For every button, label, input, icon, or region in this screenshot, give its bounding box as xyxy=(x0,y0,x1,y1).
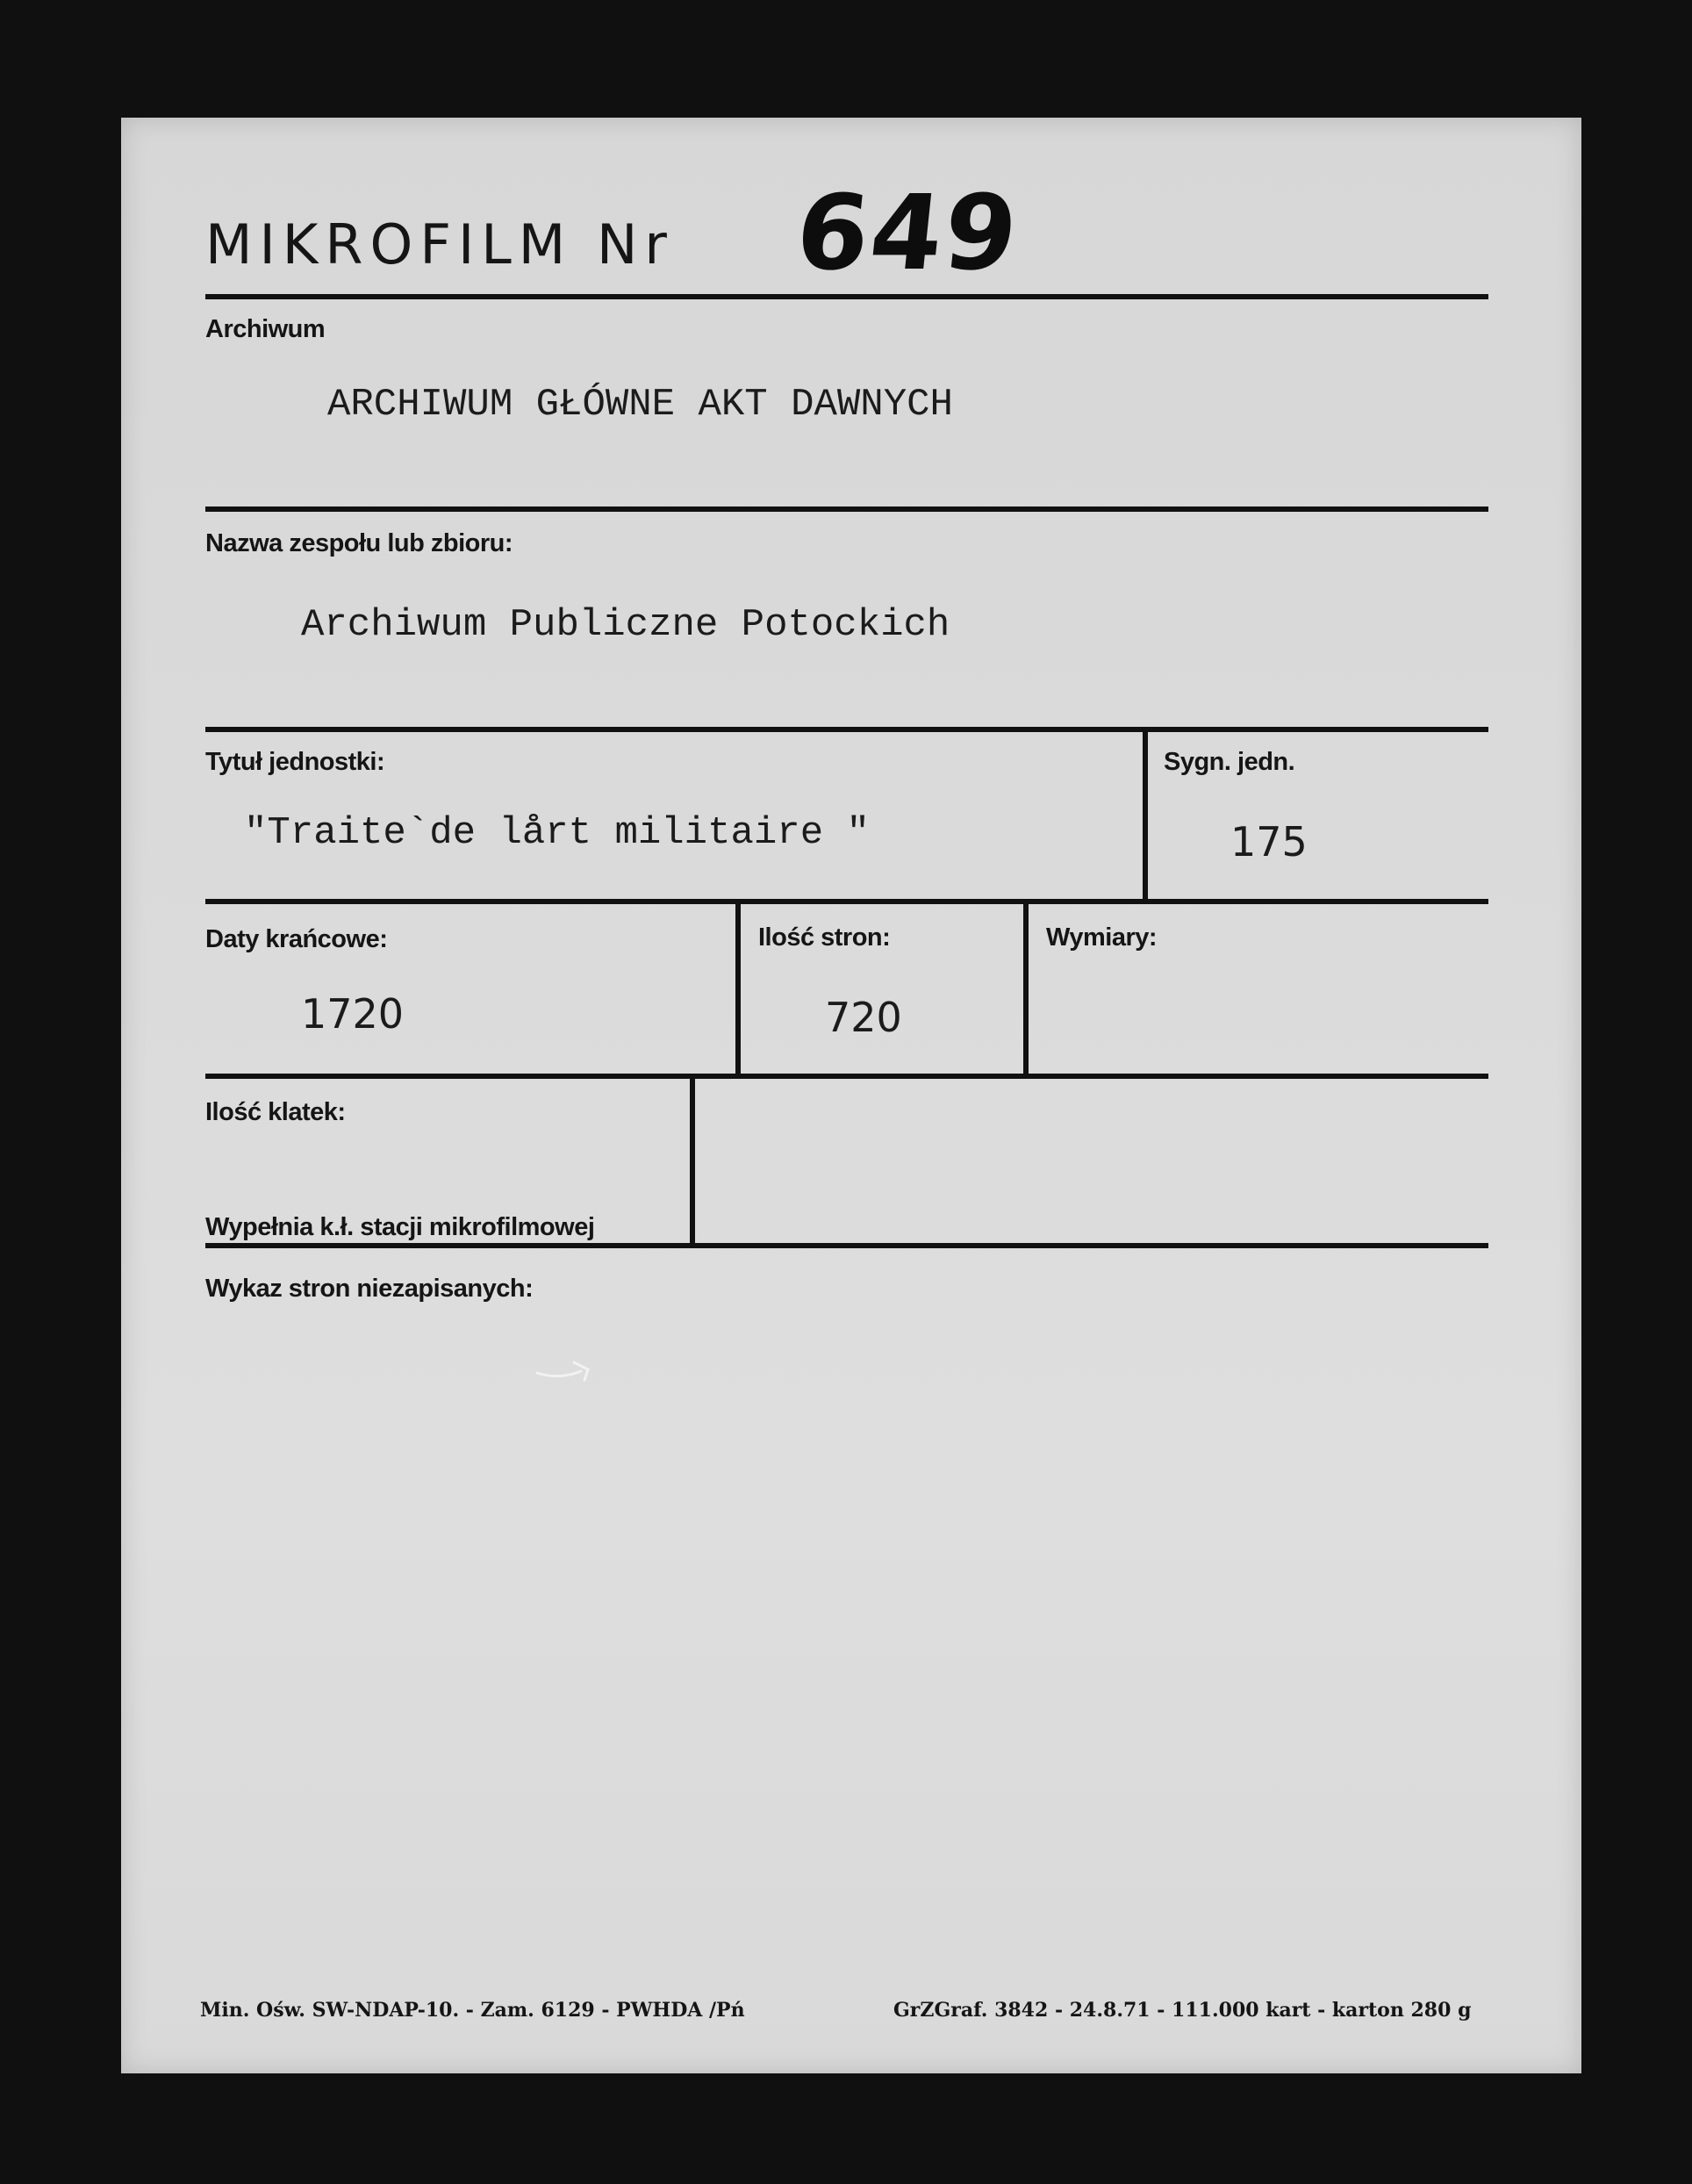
pages-label: Ilość stron: xyxy=(758,923,891,952)
footer-print-info: Min. Ośw. SW-NDAP-10. - Zam. 6129 - PWHDA /Pń xyxy=(200,1999,745,2022)
dates-label: Daty krańcowe: xyxy=(205,925,388,953)
divider xyxy=(205,727,1488,732)
microfilm-number: 649 xyxy=(790,172,1025,293)
collection-value: Archiwum Publiczne Potockich xyxy=(301,603,950,647)
card-title: MIKROFILM Nr xyxy=(205,212,674,277)
pages-value: 720 xyxy=(825,994,902,1041)
signature-label: Sygn. jedn. xyxy=(1164,748,1295,776)
archive-label: Archiwum xyxy=(205,315,326,343)
column-divider xyxy=(735,902,741,1076)
footer-paper-info: GrZGraf. 3842 - 24.8.71 - 111.000 kart - karton 280 g xyxy=(893,1999,1472,2022)
unit-title-label: Tytuł jednostki: xyxy=(205,748,385,776)
column-divider xyxy=(1023,902,1029,1076)
filled-by-label: Wypełnia k.ł. stacji mikrofilmowej xyxy=(205,1213,595,1241)
catalog-card xyxy=(121,118,1581,2073)
collection-label: Nazwa zespołu lub zbioru: xyxy=(205,529,513,557)
column-divider xyxy=(690,1076,695,1246)
divider xyxy=(205,294,1488,299)
divider xyxy=(205,1074,1488,1079)
frames-label: Ilość klatek: xyxy=(205,1098,346,1126)
unit-title-value: "Traite`de lårt militaire " xyxy=(244,811,870,855)
dimensions-label: Wymiary: xyxy=(1046,923,1158,952)
divider xyxy=(205,899,1488,904)
divider xyxy=(205,506,1488,512)
divider xyxy=(205,1243,1488,1248)
pen-mark-icon xyxy=(534,1354,604,1389)
archive-value: ARCHIWUM GŁÓWNE AKT DAWNYCH xyxy=(327,383,953,427)
dates-value: 1720 xyxy=(301,990,405,1038)
signature-value: 175 xyxy=(1230,818,1308,866)
blank-pages-label: Wykaz stron niezapisanych: xyxy=(205,1275,534,1303)
column-divider xyxy=(1143,729,1148,902)
